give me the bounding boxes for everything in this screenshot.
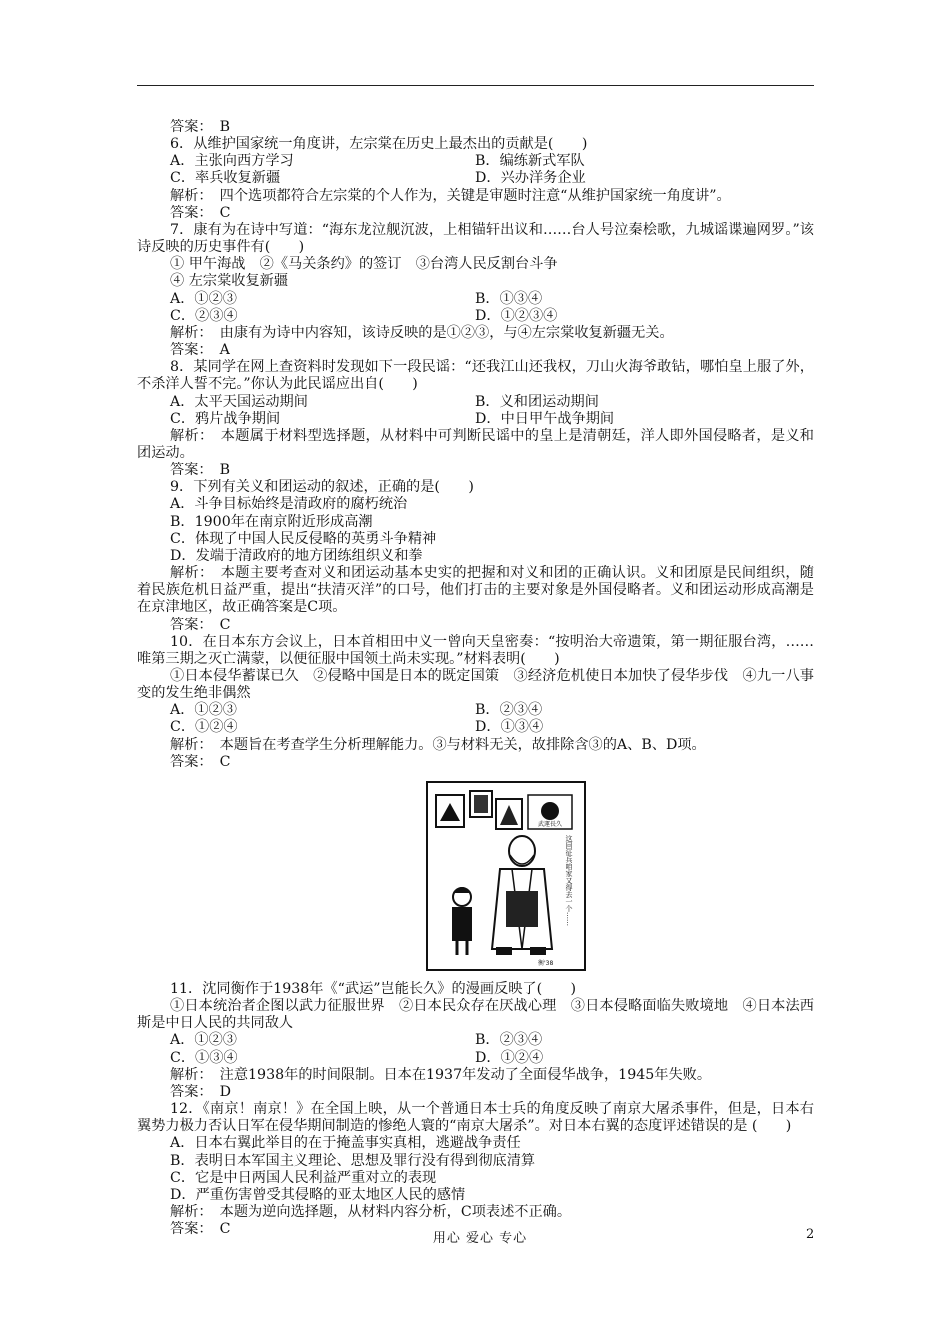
q9-option-a: A．斗争目标始终是清政府的腐朽统治 <box>170 496 408 513</box>
q11-option-a: A．①②③ <box>170 1032 237 1049</box>
q10-option-d: D．①③④ <box>475 719 544 736</box>
question-11: 11．沈同衡作于1938年《“武运”岂能长久》的漫画反映了( ) <box>170 980 577 997</box>
q10-option-a: A．①②③ <box>170 702 237 719</box>
question-12: 12．《南京！南京！》在全国上映，从一个普通日本士兵的角度反映了南京大屠杀事件，但是，日本右翼势力极力否认日军在侵华期间制造的惨绝人寰的“南京大屠杀”。对日本右翼的态度评述错误的是 ( ) <box>137 1101 814 1135</box>
q11-options-row-1 <box>137 1032 814 1049</box>
q7-statements-1: ① 甲午海战 ②《马关条约》的签订 ③台湾人民反割台斗争 <box>170 256 558 273</box>
q10-options-row-1 <box>137 702 814 719</box>
q10-statements: ①日本侵华蓄谋已久 ②侵略中国是日本的既定国策 ③经济危机使日本加快了侵华步伐 ④九一八事变的发生绝非偶然 <box>137 668 814 702</box>
q6-options-row-2 <box>137 170 814 187</box>
page-number: 2 <box>806 1227 815 1242</box>
answer-9: 答案： C <box>170 616 231 633</box>
flag-text: 武運長久 <box>537 820 563 828</box>
q12-option-c: C．它是中日两国人民利益严重对立的表现 <box>170 1169 437 1186</box>
q11-explanation: 解析： 注意1938年的时间限制。日本在1937年发动了全面侵华战争，1945年失败。 <box>170 1066 712 1083</box>
q7-option-c: C．②③④ <box>170 307 238 324</box>
q8-option-a: A．太平天国运动期间 <box>170 393 308 410</box>
page-body <box>137 119 814 1238</box>
q7-option-b: B．①③④ <box>475 290 543 307</box>
answer-12: 答案： C <box>170 1221 231 1238</box>
q9-option-c: C．体现了中国人民反侵略的英勇斗争精神 <box>170 530 437 547</box>
q12-explanation: 解析： 本题为逆向选择题，从材料内容分析，C项表述不正确。 <box>170 1203 572 1220</box>
war-cartoon-image <box>426 781 586 971</box>
q9-explanation: 解析： 本题主要考查对义和团运动基本史实的把握和对义和团的正确认识。义和团原是民间组织，随着民族危机日益严重，提出“扶清灭洋”的口号，他们打击的主要对象是外国侵略者。义和团运动形成高潮是在京津地区，故正确答案是C项。 <box>137 565 814 616</box>
q8-option-b: B．义和团运动期间 <box>475 393 599 410</box>
q8-options-row-2 <box>137 411 814 428</box>
q10-explanation: 解析： 本题旨在考查学生分析理解能力。③与材料无关，故排除含③的A、B、D项。 <box>170 736 706 753</box>
question-10: 10．在日本东方会议上，日本首相田中义一曾向天皇密奏：“按明治大帝遗策，第一期征服台湾，……唯第三期之灭亡满蒙，以便征服中国领土尚未实现。”材料表明( ) <box>137 633 814 667</box>
header-rule <box>137 85 814 86</box>
cartoon-figure <box>137 771 814 981</box>
q7-statements-2: ④ 左宗棠收复新疆 <box>170 273 289 290</box>
footer-motto: 用心 爱心 专心 <box>432 1231 528 1246</box>
q6-option-c: C．率兵收复新疆 <box>170 170 281 187</box>
question-8: 8．某同学在网上查资料时发现如下一段民谣：“还我江山还我权，刀山火海爷敢钻，哪怕皇上服了外，不杀洋人誓不完。”你认为此民谣应出自( ) <box>137 359 814 393</box>
q9-option-d: D．发端于清政府的地方团练组织义和拳 <box>170 547 423 564</box>
q11-options-row-2 <box>137 1050 814 1067</box>
q7-options-row-2 <box>137 308 814 325</box>
q11-statements: ①日本统治者企图以武力征服世界 ②日本民众存在厌战心理 ③日本侵略面临失败境地 ④日本法西斯是中日人民的共同敌人 <box>137 998 814 1032</box>
q8-option-c: C．鸦片战争期间 <box>170 410 281 427</box>
answer-11: 答案： D <box>170 1083 232 1100</box>
q8-option-d: D．中日甲午战争期间 <box>475 410 615 427</box>
answer-7: 答案： A <box>170 342 230 359</box>
question-6: 6．从维护国家统一角度讲，左宗棠在历史上最杰出的贡献是( ) <box>170 136 588 153</box>
q12-option-d: D．严重伤害曾受其侵略的亚太地区人民的感情 <box>170 1186 466 1203</box>
q11-option-b: B．②③④ <box>475 1032 543 1049</box>
q7-explanation: 解析： 由康有为诗中内容知，该诗反映的是①②③，与④左宗棠收复新疆无关。 <box>170 324 674 341</box>
q9-option-b: B．1900年在南京附近形成高潮 <box>170 513 373 530</box>
q7-option-a: A．①②③ <box>170 290 237 307</box>
q11-option-d: D．①②④ <box>475 1049 544 1066</box>
cartoon-caption: 这回征兵咱家又得去一个…… <box>565 834 573 926</box>
question-9: 9．下列有关义和团运动的叙述，正确的是( ) <box>170 479 474 496</box>
q10-option-b: B．②③④ <box>475 702 543 719</box>
answer-6: 答案： C <box>170 204 231 221</box>
q10-option-c: C．①②④ <box>170 719 238 736</box>
q8-explanation: 解析： 本题属于材料型选择题，从材料中可判断民谣中的皇上是清朝廷，洋人即外国侵略者，是义和团运动。 <box>137 427 814 461</box>
answer-5: 答案： B <box>170 119 231 135</box>
answer-8: 答案： B <box>170 462 231 479</box>
q7-option-d: D．①②③④ <box>475 307 558 324</box>
q12-option-b: B．表明日本军国主义理论、思想及罪行没有得到彻底清算 <box>170 1152 536 1169</box>
question-7: 7．康有为在诗中写道：“海东龙泣舰沉波，上相锚轩出议和……台人号泣秦桧歌，九城谣谍遍网罗。”该诗反映的历史事件有( ) <box>137 221 814 256</box>
q6-explanation: 解析： 四个选项都符合左宗棠的个人作为，关键是审题时注意“从维护国家统一角度讲”。 <box>170 187 731 204</box>
q11-option-c: C．①③④ <box>170 1049 238 1066</box>
q6-option-d: D．兴办洋务企业 <box>475 170 586 187</box>
q12-option-a: A．日本右翼此举目的在于掩盖事实真相，逃避战争责任 <box>170 1135 521 1152</box>
answer-10: 答案： C <box>170 753 231 770</box>
q6-option-b: B．编练新式军队 <box>475 153 585 170</box>
cartoon-signature: 衡'38 <box>538 959 554 967</box>
q8-options-row-1 <box>137 394 814 411</box>
q10-options-row-2 <box>137 719 814 736</box>
q6-options-row-1 <box>137 153 814 170</box>
q7-options-row-1 <box>137 291 814 308</box>
q6-option-a: A．主张向西方学习 <box>170 153 294 170</box>
